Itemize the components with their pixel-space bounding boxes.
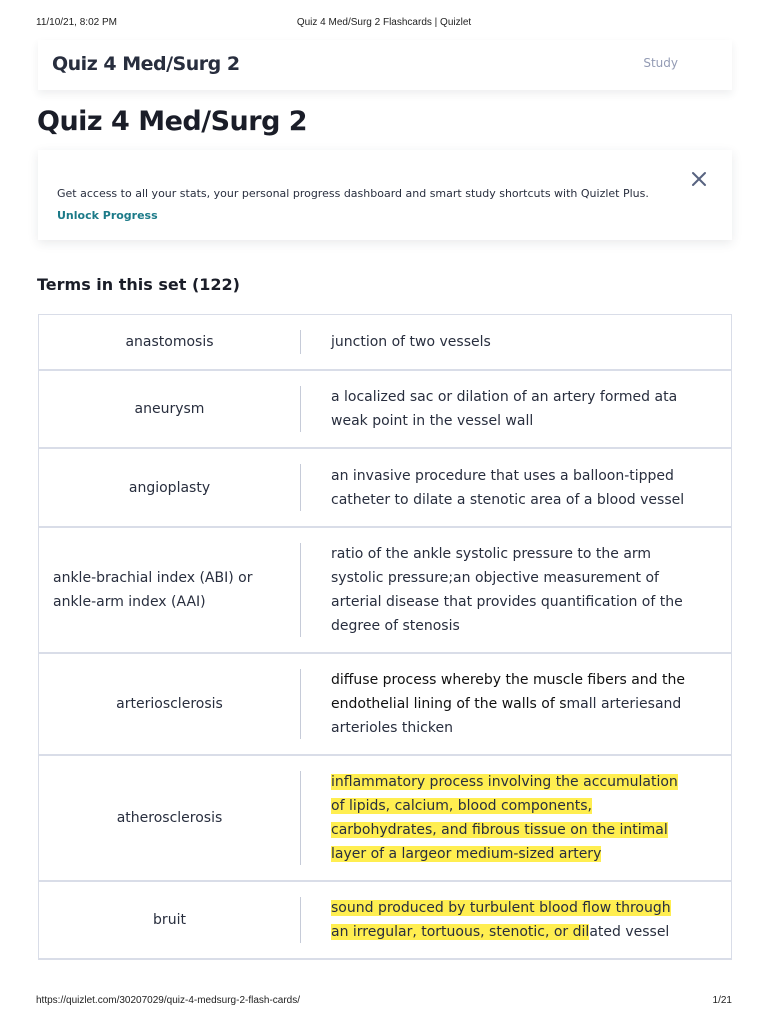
term-text: anastomosis xyxy=(125,334,214,350)
row-divider xyxy=(300,330,301,354)
highlighted-text: inflammatory process involving the accumulation of lipids, calcium, blood components, carbohydrates, and fibrous tissue on the intimal layer of a largeor medium-sized artery xyxy=(331,774,678,862)
header-set-title: Quiz 4 Med/Surg 2 xyxy=(52,53,240,75)
print-document-title: Quiz 4 Med/Surg 2 Flashcards | Quizlet xyxy=(296,17,472,28)
terms-list xyxy=(38,314,732,960)
close-icon[interactable] xyxy=(690,170,708,188)
term-row xyxy=(39,528,731,654)
term-row xyxy=(39,315,731,371)
row-divider xyxy=(300,771,301,865)
definition-text: junction of two vessels xyxy=(331,334,491,350)
highlighted-text: sound produced by turbulent blood flow through an irregular, tortuous, stenotic, or dil xyxy=(331,900,671,940)
page-number: 1/21 xyxy=(712,995,732,1006)
definition-text: an invasive procedure that uses a balloon-tipped catheter to dilate a stenotic area of a blood vessel xyxy=(331,467,685,508)
print-date: 11/10/21, 8:02 PM xyxy=(36,17,117,28)
terms-heading: Terms in this set (122) xyxy=(37,275,240,294)
sticky-header xyxy=(38,40,732,90)
definition-text xyxy=(300,668,731,740)
row-divider xyxy=(300,897,301,943)
term-row xyxy=(39,756,731,882)
upgrade-banner xyxy=(38,150,732,240)
row-divider xyxy=(300,386,301,432)
definition-text-part: mall arteriesand arterioles thicken xyxy=(331,696,682,736)
term-row xyxy=(39,371,731,449)
term-text: ankle-brachial index (ABI) or ankle-arm index (AAI) xyxy=(53,570,253,610)
term-text: bruit xyxy=(153,912,186,928)
definition-text-part: diffuse process whereby the muscle fibers and the endothelial lining of the walls of s xyxy=(331,672,685,712)
banner-text: Get access to all your stats, your personal progress dashboard and smart study shortcuts with Quizlet Plus. xyxy=(57,187,649,200)
page-url: https://quizlet.com/30207029/quiz-4-medsurg-2-flash-cards/ xyxy=(36,995,301,1006)
unlock-progress-link[interactable]: Unlock Progress xyxy=(57,209,158,222)
definition-text xyxy=(300,770,731,866)
term-text: arteriosclerosis xyxy=(116,696,223,712)
definition-text: ratio of the ankle systolic pressure to the arm systolic pressure;an objective measurement of arterial disease that provides quantification of the degree of stenosis xyxy=(331,546,683,634)
definition-text xyxy=(300,896,731,944)
definition-text-part: ated vessel xyxy=(589,924,670,940)
row-divider xyxy=(300,543,301,637)
print-footer xyxy=(36,995,732,1006)
row-divider xyxy=(300,464,301,511)
term-text: angioplasty xyxy=(128,479,211,496)
study-link[interactable]: Study xyxy=(643,56,678,70)
page-title: Quiz 4 Med/Surg 2 xyxy=(37,106,308,137)
definition-text: a localized sac or dilation of an artery formed ata weak point in the vessel wall xyxy=(331,389,678,429)
term-text: atherosclerosis xyxy=(116,810,223,826)
term-text: aneurysm xyxy=(134,401,205,417)
term-row xyxy=(39,449,731,528)
term-row xyxy=(39,882,731,960)
row-divider xyxy=(300,669,301,739)
term-row xyxy=(39,654,731,756)
